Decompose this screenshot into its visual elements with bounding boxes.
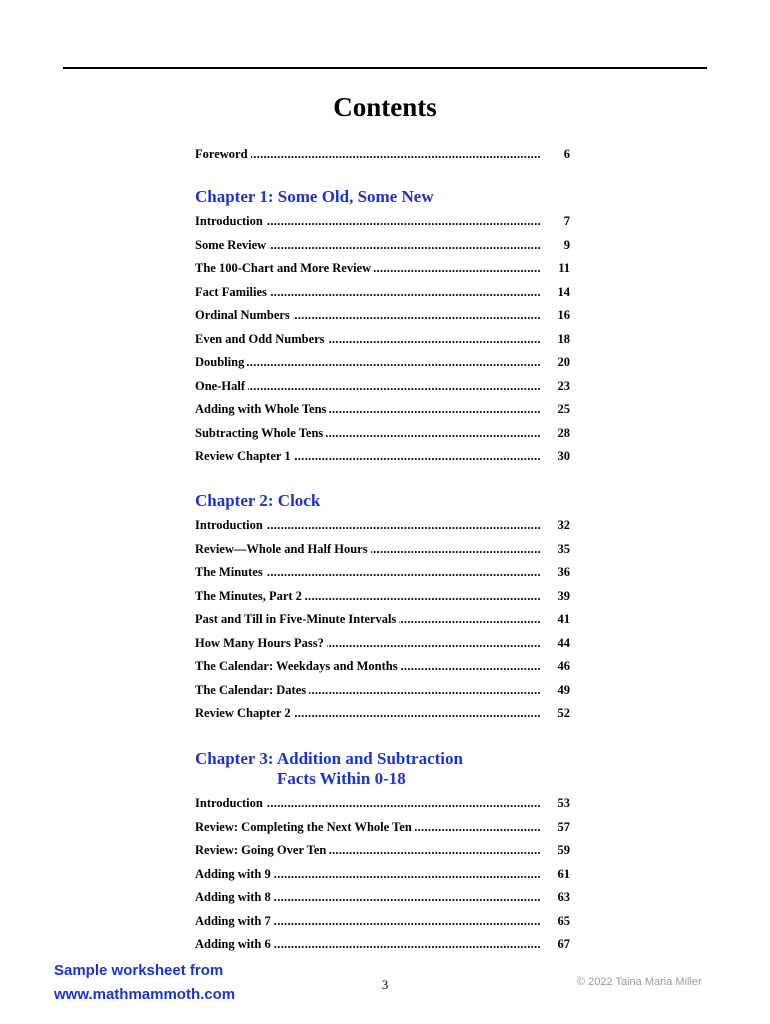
toc-entry-page: 61 [557, 866, 570, 881]
chapter-title: Chapter 2: Clock [195, 491, 321, 510]
copyright-notice: © 2022 Taina Maria Miller [577, 976, 702, 988]
toc-entry-page: 63 [557, 890, 570, 904]
toc-entry-page: 32 [557, 518, 570, 532]
toc-entry-label: How Many Hours Pass? [195, 636, 327, 650]
toc-entry[interactable] [195, 796, 570, 812]
toc-entry[interactable] [195, 683, 570, 699]
toc-entry[interactable] [195, 937, 570, 953]
toc-entry-page: 41 [557, 612, 570, 626]
toc-entry-label: Review—Whole and Half Hours [195, 542, 371, 556]
toc-entry[interactable] [195, 402, 570, 418]
toc-entry[interactable] [195, 449, 570, 465]
chapter-2-heading[interactable] [195, 491, 320, 511]
toc-entry[interactable] [195, 636, 570, 652]
toc-entry[interactable] [195, 261, 570, 277]
toc-entry-page: 46 [557, 659, 570, 673]
toc-entry-page: 44 [557, 635, 570, 650]
toc-entry-page: 36 [557, 565, 570, 579]
toc-entry-page: 57 [557, 819, 570, 834]
toc-entry[interactable] [195, 238, 570, 254]
toc-entry[interactable] [195, 355, 570, 371]
toc-entry[interactable] [195, 867, 570, 883]
toc-entry-page: 20 [557, 355, 570, 369]
toc-entry-page: 28 [557, 425, 570, 440]
toc-entry-label: Adding with 7 [195, 914, 274, 928]
toc-entry-page: 14 [557, 284, 570, 299]
toc-entry[interactable] [195, 285, 570, 301]
toc-entry-label: Review: Going Over Ten [195, 843, 329, 857]
toc-entry-label: Review Chapter 2 [195, 706, 294, 720]
toc-entry-page: 39 [557, 588, 570, 603]
toc-entry[interactable] [195, 589, 570, 605]
chapter-1-heading[interactable] [195, 187, 434, 207]
toc-entry-page: 18 [557, 331, 570, 346]
toc-entry[interactable] [195, 914, 570, 930]
toc-entry-label: Introduction [195, 796, 266, 810]
page-title: Contents [333, 92, 437, 122]
toc-entry-label: Ordinal Numbers [195, 308, 293, 322]
toc-entry-label: Adding with Whole Tens [195, 402, 329, 416]
toc-entry-label: Past and Till in Five-Minute Intervals [195, 612, 399, 626]
toc-entry-page: 25 [557, 402, 570, 416]
toc-entry-page: 49 [557, 682, 570, 697]
page-number: 3 [381, 977, 389, 992]
mathmammoth-link[interactable]: www.mathmammoth.com [54, 986, 236, 1003]
toc-entry[interactable] [195, 706, 570, 722]
toc-entry-foreword[interactable] [195, 147, 570, 163]
chapter-title: Chapter 3: Addition and Subtraction [195, 749, 463, 768]
toc-entry-label: The Calendar: Weekdays and Months [195, 659, 401, 673]
toc-entry-label: One-Half [195, 379, 248, 393]
top-rule [63, 67, 707, 69]
toc-entry[interactable] [195, 308, 570, 324]
toc-entry[interactable] [195, 542, 570, 558]
toc-entry-label: The 100-Chart and More Review [195, 261, 374, 275]
toc-entry[interactable] [195, 565, 570, 581]
toc-entry-page: 23 [557, 378, 570, 393]
toc-entry[interactable] [195, 214, 570, 230]
toc-entry-page: 6 [563, 147, 570, 161]
toc-entry[interactable] [195, 518, 570, 534]
toc-entry-label: Foreword [195, 147, 251, 161]
toc-entry-label: Introduction [195, 518, 266, 532]
toc-entry-label: The Minutes [195, 565, 266, 579]
toc-entry-label: Adding with 8 [195, 890, 274, 904]
toc-entry-page: 9 [563, 237, 570, 252]
toc-entry[interactable] [195, 612, 570, 628]
toc-entry-label: The Minutes, Part 2 [195, 589, 305, 603]
toc-entry-page: 7 [563, 214, 570, 228]
toc-entry[interactable] [195, 890, 570, 906]
toc-entry-label: The Calendar: Dates [195, 683, 309, 697]
toc-entry[interactable] [195, 379, 570, 395]
toc-entry-page: 53 [557, 796, 570, 810]
toc-entry-page: 11 [558, 261, 570, 275]
toc-entry-page: 35 [557, 541, 570, 556]
toc-entry-label: Some Review [195, 238, 269, 252]
toc-entry-label: Review: Completing the Next Whole Ten [195, 820, 415, 834]
toc-entry[interactable] [195, 659, 570, 675]
toc-entry-label: Adding with 9 [195, 867, 274, 881]
toc-entry-page: 67 [557, 937, 570, 951]
toc-entry-page: 30 [557, 449, 570, 463]
toc-entry[interactable] [195, 332, 570, 348]
toc-entry-label: Introduction [195, 214, 266, 228]
sample-worksheet-text: Sample worksheet from [54, 962, 224, 979]
toc-entry-label: Doubling [195, 355, 247, 369]
toc-entry-label: Adding with 6 [195, 937, 274, 951]
chapter-3-heading[interactable] [195, 749, 463, 789]
chapter-title-line2: Facts Within 0-18 [277, 769, 406, 788]
toc-entry[interactable] [195, 426, 570, 442]
toc-entry-page: 65 [557, 913, 570, 928]
toc-entry-label: Review Chapter 1 [195, 449, 294, 463]
toc-entry-page: 52 [557, 706, 570, 720]
toc-entry-label: Fact Families [195, 285, 270, 299]
toc-entry[interactable] [195, 820, 570, 836]
toc-entry-label: Even and Odd Numbers [195, 332, 328, 346]
toc-entry-label: Subtracting Whole Tens [195, 426, 326, 440]
toc-entry[interactable] [195, 843, 570, 859]
chapter-title: Chapter 1: Some Old, Some New [195, 187, 434, 206]
toc-entry-page: 59 [557, 843, 570, 857]
toc-entry-page: 16 [557, 308, 570, 322]
